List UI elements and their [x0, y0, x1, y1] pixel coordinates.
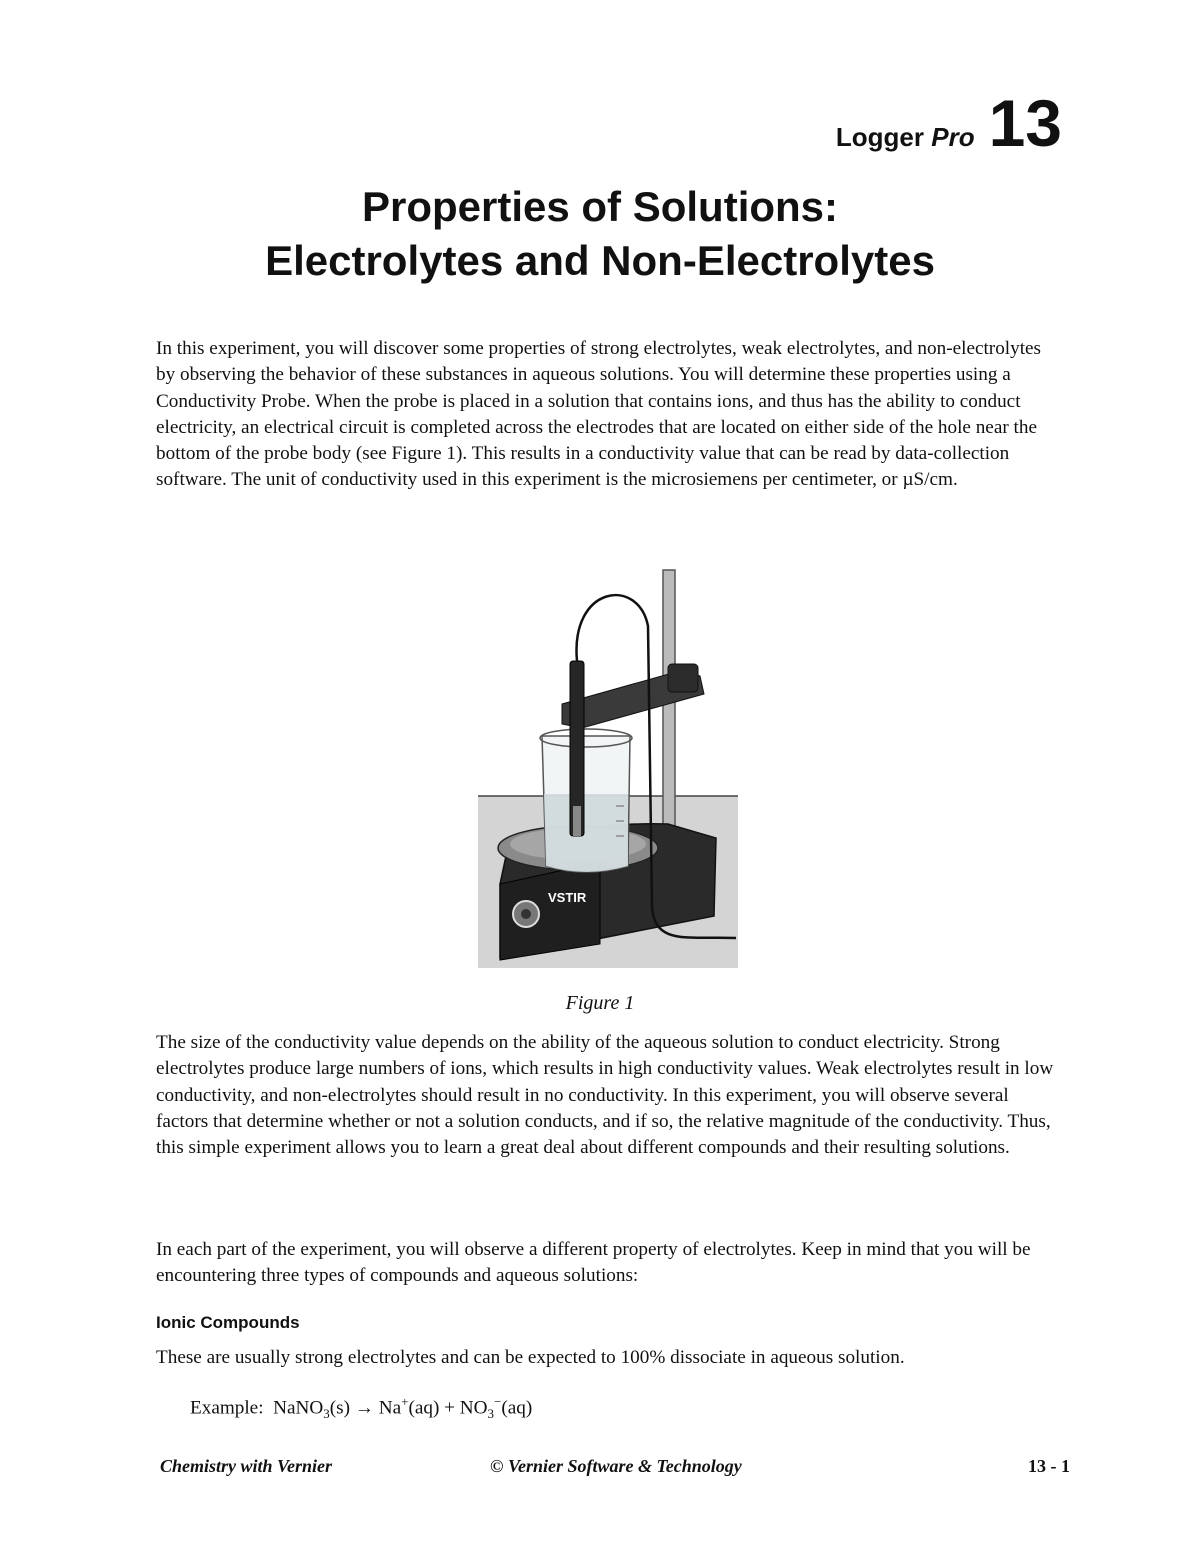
example-equation: [190, 1394, 532, 1422]
anion-subscript: 3: [487, 1406, 494, 1422]
figure-1-image: [478, 566, 738, 968]
title-line-1: Properties of Solutions:: [361, 183, 839, 230]
anion-state: (aq): [501, 1397, 533, 1419]
plus-sign: +: [444, 1397, 455, 1419]
figure-caption: Figure 1: [565, 992, 635, 1014]
reaction-arrow: →: [354, 1397, 374, 1419]
experiment-parts-paragraph: In each part of the experiment, you will observe a different property of electrolytes. Keep in mind that you will be encountering three types of compounds and aqueous solutions:: [156, 1239, 1031, 1287]
reactant-state: (s): [329, 1397, 350, 1419]
logger-pro-label: [836, 122, 975, 153]
conductivity-paragraph: The size of the conductivity value depends on the ability of the aqueous solution to conduct electricity. Strong electrolytes produce large numbers of ions, which results in high conductivity values. Weak electrolytes result in low conductivity, and non-electrolytes should result in no conductivity. In this experiment, you will observe several factors that determine whether or not a solution conducts, and if so, the relative magnitude of the conductivity. Thus, this simple experiment allows you to learn a great deal about different compounds and their resulting solutions.: [156, 1032, 1054, 1159]
cation: Na: [378, 1397, 402, 1419]
example-label: Example:: [190, 1397, 264, 1419]
logger-word: Logger: [835, 122, 924, 152]
footer-book-title: Chemistry with Vernier: [160, 1456, 333, 1476]
page-title: [0, 180, 1200, 288]
footer-page-number: 13 - 1: [1028, 1456, 1070, 1476]
pro-word: Pro: [931, 122, 975, 152]
conductivity-setup-illustration: [478, 566, 738, 968]
intro-paragraph: In this experiment, you will discover some properties of strong electrolytes, weak electrolytes, and non-electrolytes by observing the behavior of these substances in aqueous solutions. You will determine these properties using a Conductivity Probe. When the probe is placed in a solution that contains ions, and thus has the ability to conduct electricity, an electrical circuit is completed across the electrodes that are located on either side of the hole near the bottom of the probe body (see Figure 1). This results in a conductivity value that can be read by data-collection software. The unit of conductivity used in this experiment is the microsiemens per centimeter, or µS/cm.: [156, 338, 1042, 491]
cation-state: (aq): [408, 1397, 440, 1419]
reactant: NaNO: [273, 1397, 324, 1419]
anion-charge: −: [494, 1394, 502, 1409]
ionic-compounds-paragraph: These are usually strong electrolytes and can be expected to 100% dissociate in aqueous solution.: [156, 1347, 905, 1368]
reactant-subscript: 3: [323, 1406, 330, 1422]
stir-label: VSTIR: [548, 890, 587, 905]
experiment-number: 13: [988, 86, 1062, 160]
experiment-header: [835, 86, 1062, 160]
page-footer: [160, 1456, 1070, 1486]
anion: NO: [459, 1397, 488, 1419]
cation-charge: +: [401, 1394, 409, 1409]
section-heading-ionic-compounds: Ionic Compounds: [156, 1313, 300, 1332]
footer-copyright: © Vernier Software & Technology: [490, 1456, 742, 1476]
title-line-2: Electrolytes and Non-Electrolytes: [265, 237, 935, 284]
